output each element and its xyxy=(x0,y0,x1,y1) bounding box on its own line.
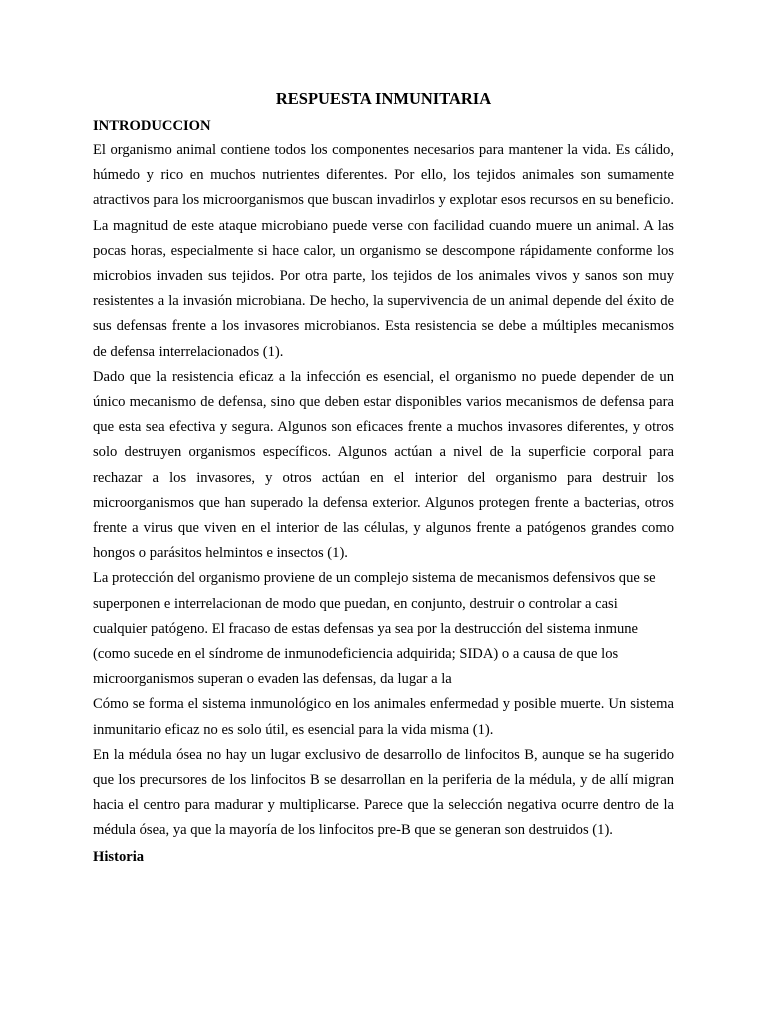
document-page xyxy=(93,87,674,869)
paragraph-1: El organismo animal contiene todos los componentes necesarios para mantener la vida. Es cálido, húmedo y rico en muchos nutrientes diferentes. Por ello, los tejidos animales son sumamente atractivos para los microorganismos que buscan invadirlos y explotar esos recursos en su beneficio. La magnitud de este ataque microbiano puede verse con facilidad cuando muere un animal. A las pocas horas, especialmente si hace calor, un organismo se descompone rápidamente conforme los microbios invaden sus tejidos. Por otra parte, los tejidos de los animales vivos y sanos son muy resistentes a la invasión microbiana. De hecho, la supervivencia de un animal depende del éxito de sus defensas frente a los invasores microbianos. Esta resistencia se debe a múltiples mecanismos de defensa interrelacionados (1). xyxy=(93,142,674,360)
section-heading-historia: Historia xyxy=(93,848,145,865)
paragraph-3: La protección del organismo proviene de un complejo sistema de mecanismos defensivos que se superponen e interrelacionan de modo que puedan, en conjunto, destruir o controlar a casi cualquier patógeno. El fracaso de estas defensas ya sea por la destrucción del sistema inmune (como sucede en el síndrome de inmunodeficiencia adquirida; SIDA) o a causa de que los microorganismos superan o evaden las defensas, da lugar a la xyxy=(93,570,656,688)
document-title: RESPUESTA INMUNITARIA xyxy=(275,89,492,108)
section-heading-introduccion: INTRODUCCION xyxy=(93,118,211,134)
paragraph-2: Dado que la resistencia eficaz a la infección es esencial, el organismo no puede depender de un único mecanismo de defensa, sino que deben estar disponibles varios mecanismos de defensa para que esta sea efectiva y segura. Algunos son eficaces frente a muchos invasores diferentes, y otros solo destruyen organismos específicos. Algunos actúan a nivel de la superficie corporal para rechazar a los invasores, y otros actúan en el interior del organismo para destruir los microorganismos que han superado la defensa exterior. Algunos protegen frente a bacterias, otros frente a virus que viven en el interior de las células, y algunos frente a patógenos grandes como hongos o parásitos helmintos e insectos (1). xyxy=(93,368,674,562)
paragraph-4: Cómo se forma el sistema inmunológico en los animales enfermedad y posible muerte. Un sistema inmunitario eficaz no es solo útil, es esencial para la vida misma (1). xyxy=(93,696,674,738)
paragraph-5: En la médula ósea no hay un lugar exclusivo de desarrollo de linfocitos B, aunque se ha sugerido que los precursores de los linfocitos B se desarrollan en la periferia de la médula, y de allí migran hacia el centro para madurar y multiplicarse. Parece que la selección negativa ocurre dentro de la médula ósea, ya que la mayoría de los linfocitos pre-B que se generan son destruidos (1). xyxy=(93,746,674,839)
